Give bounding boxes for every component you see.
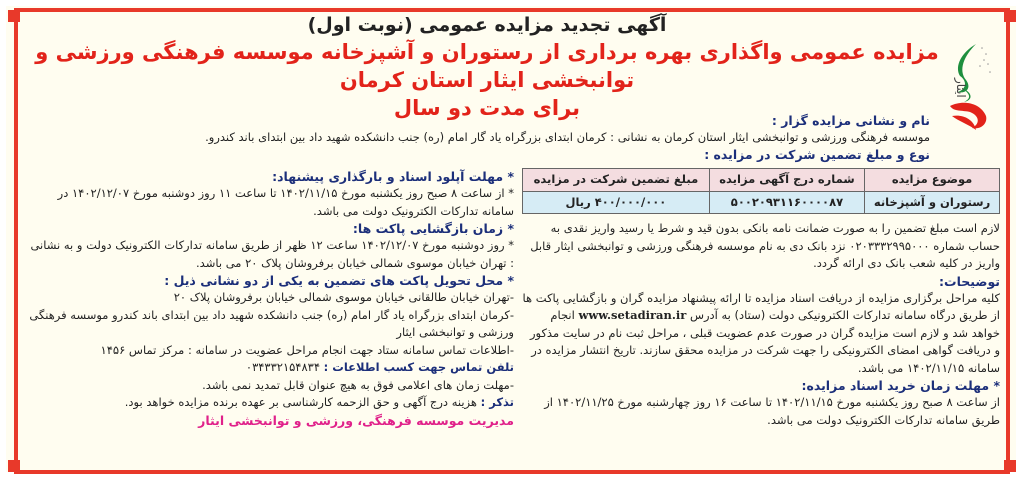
opening-time-heading: * زمان بازگشایی پاکت ها: xyxy=(352,221,514,236)
explanations-heading: توضیحات: xyxy=(939,273,1000,289)
table-header-cell: موضوع مزایده xyxy=(865,169,1000,192)
corner-ornament-tr xyxy=(1004,10,1016,22)
table-cell-subject: رستوران و آشپزخانه xyxy=(865,191,1000,214)
corner-ornament-bl xyxy=(8,460,20,472)
delivery-item: -تهران خیابان طالقانی خیابان موسوی شمالی خیابان برفروشان پلاک ۲۰ xyxy=(173,290,514,304)
delivery-item: -اطلاعات تماس سامانه ستاد جهت انجام مراحل عضویت در سامانه : مرکز تماس ۱۴۵۶ xyxy=(100,342,514,357)
purchase-deadline-text: از ساعت ۸ صبح روز یکشنبه مورخ ۱۴۰۲/۱۱/۱۵ تا ساعت ۱۶ روز چهارشنبه مورخ ۱۴۰۲/۱۱/۲۵ از طریق سامانه تدارکات الکترونیک دولت می باشد. xyxy=(544,395,1000,427)
announcement-title: آگهی تجدید مزایده عمومی (نوبت اول) xyxy=(307,14,667,36)
delivery-item: -کرمان ابتدای بزرگراه یاد گار امام (ره) جنب دانشکده شهید داد بین ابتدای باند کندرو موسسه فرهنگی ورزشی و توانبخشی ایثار xyxy=(29,307,514,339)
opening-time-text: * روز دوشنبه مورخ ۱۴۰۲/۱۲/۰۷ ساعت ۱۲ ظهر از طریق سامانه تدارکات الکترونیک دولت و به نشانی : تهران خیابان موسوی شمالی خیابان برفروشان پلاک ۲۰ می باشد. xyxy=(30,238,514,270)
contact-line xyxy=(24,359,514,377)
table-header-row xyxy=(523,169,1000,192)
table-cell-amount: ۴۰۰/۰۰۰/۰۰۰ ریال xyxy=(523,191,710,214)
explanations-text-after: انجام خواهد شد و لازم است مزایده گران در صورت عدم عضویت قبلی ، مراحل ثبت نام در سایت مذکور و دریافت گواهی امضای الکترونیکی را جهت شرکت در مزایده محقق سازند. تاریخ انتشار مزایده در سامانه ۱۴۰۲/۱۱/۱۵ می باشد. xyxy=(529,308,1000,375)
explanations-text-before: کلیه مراحل برگزاری مزایده از دریافت اسناد مزایده تا ارائه پیشنهاد مزایده گران و بازگشایی پاکت ها از طریق درگاه سامانه تدارکات الکترونیکی دولت (ستاد) به آدرس xyxy=(522,290,1000,322)
contact-phone: ۰۳۴۳۳۲۱۵۴۸۳۴ xyxy=(245,360,321,374)
extension-note: -مهلت زمان های اعلامی فوق به هیچ عنوان قابل تمدید نمی باشد. xyxy=(202,377,514,392)
setadiran-link[interactable]: www.setadiran.ir xyxy=(578,308,687,322)
upload-deadline-heading: * مهلت آپلود اسناد و بارگذاری پیشنهاد: xyxy=(272,169,514,184)
reminder-text: هزینه درج آگهی و حق الزحمه کارشناسی بر عهده برنده مزایده خواهد بود. xyxy=(124,395,477,409)
table-header-cell: شماره درج آگهی مزایده xyxy=(709,169,864,192)
auction-duration: برای مدت دو سال xyxy=(393,96,581,120)
purchase-deadline-heading: * مهلت زمان خرید اسناد مزایده: xyxy=(801,378,1000,393)
right-column xyxy=(522,164,1000,429)
corner-ornament-br xyxy=(1004,460,1016,472)
isar-logo-icon xyxy=(936,36,1000,136)
auction-title: مزایده عمومی واگذاری بهره برداری از رستوران و آشپزخانه موسسه فرهنگی ورزشی و توانبخشی ایثار استان کرمان xyxy=(35,40,939,92)
delivery-heading: * محل تحویل پاکت های تضمین به یکی از دو نشانی ذیل : xyxy=(164,273,514,288)
auctioneer-section xyxy=(24,112,930,163)
signature: مدیریت موسسه فرهنگی، ورزشی و توانبخشی ایثار xyxy=(198,412,514,428)
contact-label: تلفن تماس جهت کسب اطلاعات : xyxy=(323,360,514,374)
explanations-text xyxy=(522,290,1000,378)
reminder-line xyxy=(24,394,514,412)
header xyxy=(30,12,944,122)
corner-ornament-tl xyxy=(8,10,20,22)
table-cell-number: ۵۰۰۲۰۹۳۱۱۶۰۰۰۰۸۷ xyxy=(709,191,864,214)
guarantee-note: لازم است مبلغ تضمین را به صورت ضمانت نامه بانکی بدون قید و شرط یا رسید واریز نقدی به حساب شماره ۰۲۰۳۳۳۲۹۹۵۰۰۰ نزد بانک دی به نام موسسه فرهنگی ورزشی و توانبخشی ایثار قابل واریز در کلیه شعب بانک دی ارائه گردد. xyxy=(530,221,1000,270)
guarantee-heading: نوع و مبلغ تضمین شرکت در مزایده : xyxy=(704,147,930,162)
table-row xyxy=(523,191,1000,214)
left-column xyxy=(24,168,514,429)
auction-table xyxy=(522,168,1000,214)
reminder-label: تذکر : xyxy=(480,395,514,409)
logo-text: ایثار xyxy=(954,78,968,98)
upload-deadline-text: * از ساعت ۸ صبح روز یکشنبه مورخ ۱۴۰۲/۱۱/۱۵ تا ساعت ۱۱ روز دوشنبه مورخ ۱۴۰۲/۱۲/۰۷ در سامانه تدارکات الکترونیک دولت می باشد. xyxy=(57,186,514,218)
auctioneer-address: موسسه فرهنگی ورزشی و توانبخشی ایثار استان کرمان به نشانی : کرمان ابتدای بزرگراه یاد گار امام (ره) جنب دانشکده شهید داد بین ابتدای باند کندرو. xyxy=(205,130,930,144)
auctioneer-heading: نام و نشانی مزایده گزار : xyxy=(771,113,930,128)
table-header-cell: مبلغ تضمین شرکت در مزایده xyxy=(523,169,710,192)
